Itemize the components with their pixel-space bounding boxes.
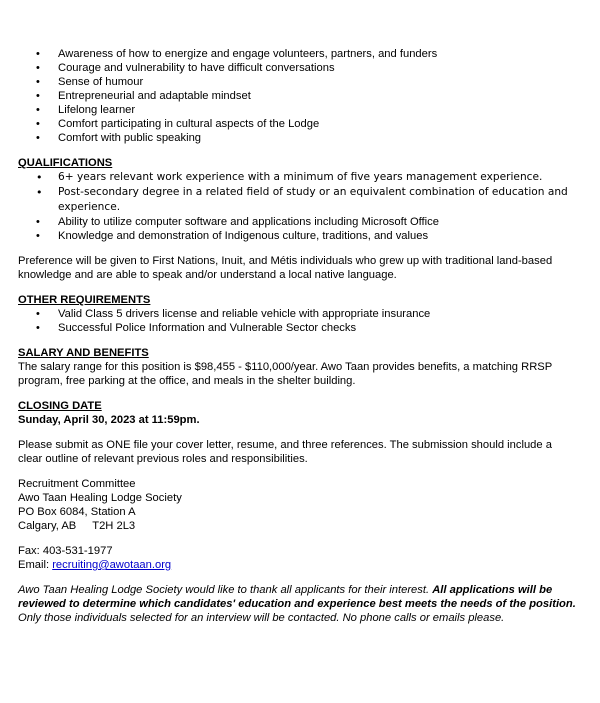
email-link[interactable]: recruiting@awotaan.org <box>52 559 172 571</box>
closing-date-value: Sunday, April 30, 2023 at 11:59pm. <box>18 414 200 426</box>
list-item: • Awareness of how to energize and engage volunteers, partners, and funders <box>18 47 578 61</box>
submission-paragraph: Please submit as ONE file your cover letter, resume, and three references. The submission should include a clear outline of relevant previous roles and responsibilities. <box>18 439 552 465</box>
contact-city: Calgary, AB <box>18 520 77 532</box>
contact-address-block <box>18 477 578 533</box>
job-posting-page <box>18 47 578 625</box>
closing-note-contact: Only those individuals selected for an interview will be contacted. No phone calls or emails please. <box>18 612 505 624</box>
contact-city-line <box>18 519 578 533</box>
list-item: • Courage and vulnerability to have difficult conversations <box>18 61 578 75</box>
closing-note <box>18 583 578 625</box>
salary-heading: SALARY AND BENEFITS <box>18 347 149 359</box>
list-item: • Successful Police Information and Vulnerable Sector checks <box>18 321 578 335</box>
email-label: Email: <box>18 559 53 571</box>
salary-paragraph: The salary range for this position is $98,455 - $110,000/year. Awo Taan provides benefits, a matching RRSP program, free parking at the office, and meals in the shelter building. <box>18 361 553 387</box>
other-requirements-list <box>18 307 578 335</box>
list-item: • Ability to utilize computer software and applications including Microsoft Office <box>18 215 578 229</box>
other-requirements-heading: OTHER REQUIREMENTS <box>18 294 151 306</box>
contact-fax: Fax: 403-531-1977 <box>18 545 113 557</box>
qualifications-list <box>18 170 578 243</box>
closing-note-review: All applications will be reviewed to determine which candidates' education and experience best meets the needs of the position. <box>18 584 576 610</box>
list-item: • Sense of humour <box>18 75 578 89</box>
list-item: • Comfort participating in cultural aspects of the Lodge <box>18 117 578 131</box>
list-item: • Valid Class 5 drivers license and reliable vehicle with appropriate insurance <box>18 307 578 321</box>
list-item: • Knowledge and demonstration of Indigenous culture, traditions, and values <box>18 229 578 243</box>
contact-committee: Recruitment Committee <box>18 478 136 490</box>
contact-email-line <box>18 558 578 572</box>
contact-organization: Awo Taan Healing Lodge Society <box>18 492 182 504</box>
closing-note-thanks: Awo Taan Healing Lodge Society would like to thank all applicants for their interest. <box>18 584 433 596</box>
list-item: • Comfort with public speaking <box>18 131 578 145</box>
closing-date-heading: CLOSING DATE <box>18 400 102 412</box>
list-item: • Lifelong learner <box>18 103 578 117</box>
intro-bullet-list <box>18 47 578 145</box>
contact-postal: T2H 2L3 <box>92 520 136 532</box>
list-item: • Entrepreneurial and adaptable mindset <box>18 89 578 103</box>
list-item: • 6+ years relevant work experience with a minimum of five years management experience. <box>18 170 578 185</box>
list-item: • Post-secondary degree in a related field of study or an equivalent combination of education and experience. <box>18 185 578 215</box>
preference-paragraph: Preference will be given to First Nations, Inuit, and Métis individuals who grew up with traditional land-based knowledge and are able to speak and/or understand a local native language. <box>18 255 553 281</box>
contact-po-box: PO Box 6084, Station A <box>18 506 136 518</box>
qualifications-heading: QUALIFICATIONS <box>18 157 113 169</box>
